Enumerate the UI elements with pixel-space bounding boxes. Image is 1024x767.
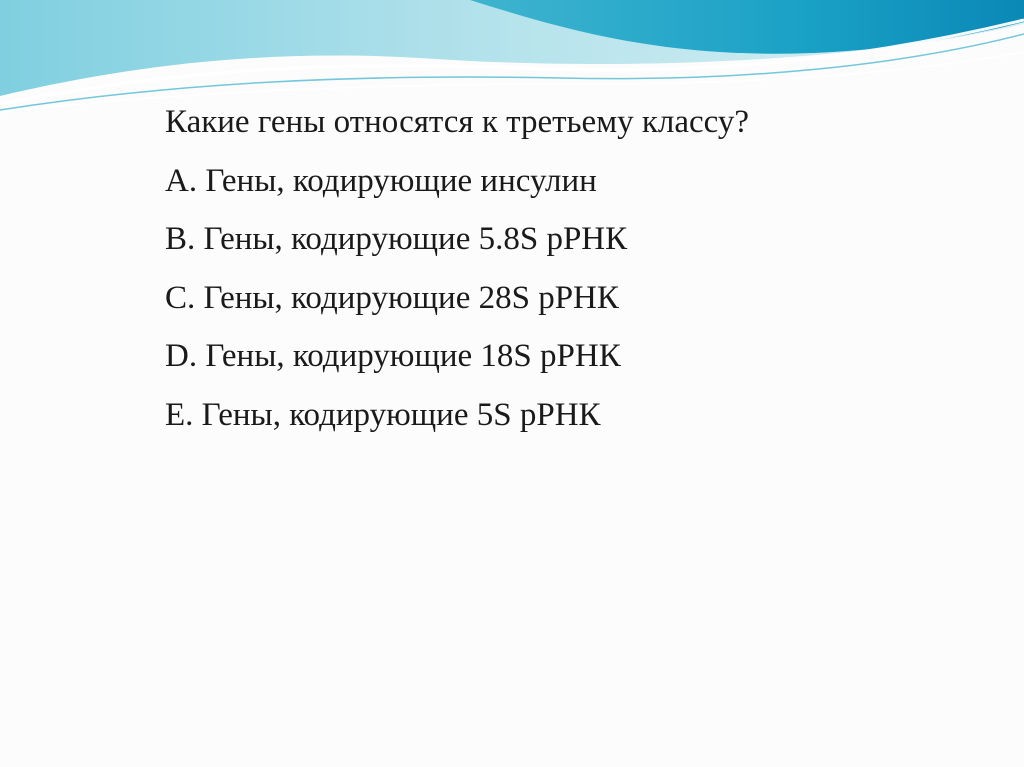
slide-text-block — [165, 93, 965, 444]
option-c: C. Гены, кодирующие 28S рРНК — [165, 279, 619, 316]
option-a: А. Гены, кодирующие инсулин — [165, 162, 597, 199]
option-d: D. Гены, кодирующие 18S рРНК — [165, 338, 621, 374]
option-b: B. Гены, кодирующие 5.8S рРНК — [165, 221, 628, 257]
option-e: E. Гены, кодирующие 5S рРНК — [165, 396, 601, 433]
question-text: Какие гены относятся к третьему классу? — [165, 104, 749, 140]
